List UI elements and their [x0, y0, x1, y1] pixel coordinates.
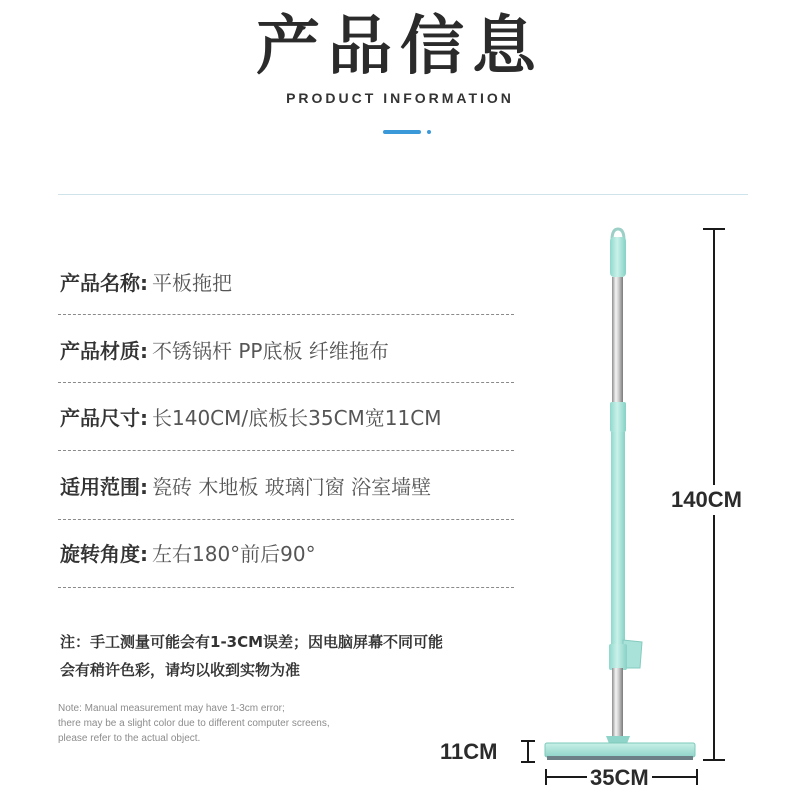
- note-en-line: there may be a slight color due to different computer screens,: [58, 718, 330, 729]
- spec-value: 瓷砖 木地板 玻璃门窗 浴室墙壁: [152, 475, 432, 499]
- pole-lower: [612, 668, 623, 736]
- pad-cloth: [547, 756, 693, 760]
- note-line: 会有稍许色彩，请均以收到实物为准: [60, 661, 301, 679]
- pad-height-label: 11CM: [440, 739, 498, 764]
- spec-label: 产品名称:: [60, 271, 148, 295]
- spec-label: 产品尺寸:: [60, 406, 148, 430]
- page-title: 产品信息: [256, 10, 544, 84]
- spec-value: 长140CM/底板长35CM宽11CM: [152, 406, 442, 430]
- clip-base: [609, 644, 627, 670]
- page-subtitle: PRODUCT INFORMATION: [286, 90, 514, 106]
- height-label: 140CM: [669, 485, 744, 515]
- lower-sleeve: [611, 432, 625, 644]
- note-line: 注：手工测量可能会有1-3CM误差；因电脑屏幕不同可能: [60, 633, 444, 651]
- flat-pad: [545, 743, 695, 757]
- spec-label: 适用范围:: [60, 475, 148, 499]
- pad-width-label: 35CM: [587, 765, 652, 791]
- note-en-line: Note: Manual measurement may have 1-3cm error;: [58, 703, 285, 714]
- top-grip: [610, 237, 626, 277]
- spec-label: 产品材质:: [60, 339, 148, 363]
- pole-upper: [612, 277, 623, 402]
- pole-connector: [610, 402, 626, 432]
- spec-value: 左右180°前后90°: [152, 542, 316, 566]
- spec-value: 不锈锅杆 PP底板 纤维拖布: [152, 339, 389, 363]
- spec-value: 平板拖把: [152, 271, 232, 295]
- spec-label: 旋转角度:: [60, 542, 148, 566]
- note-en-line: please refer to the actual object.: [58, 733, 201, 744]
